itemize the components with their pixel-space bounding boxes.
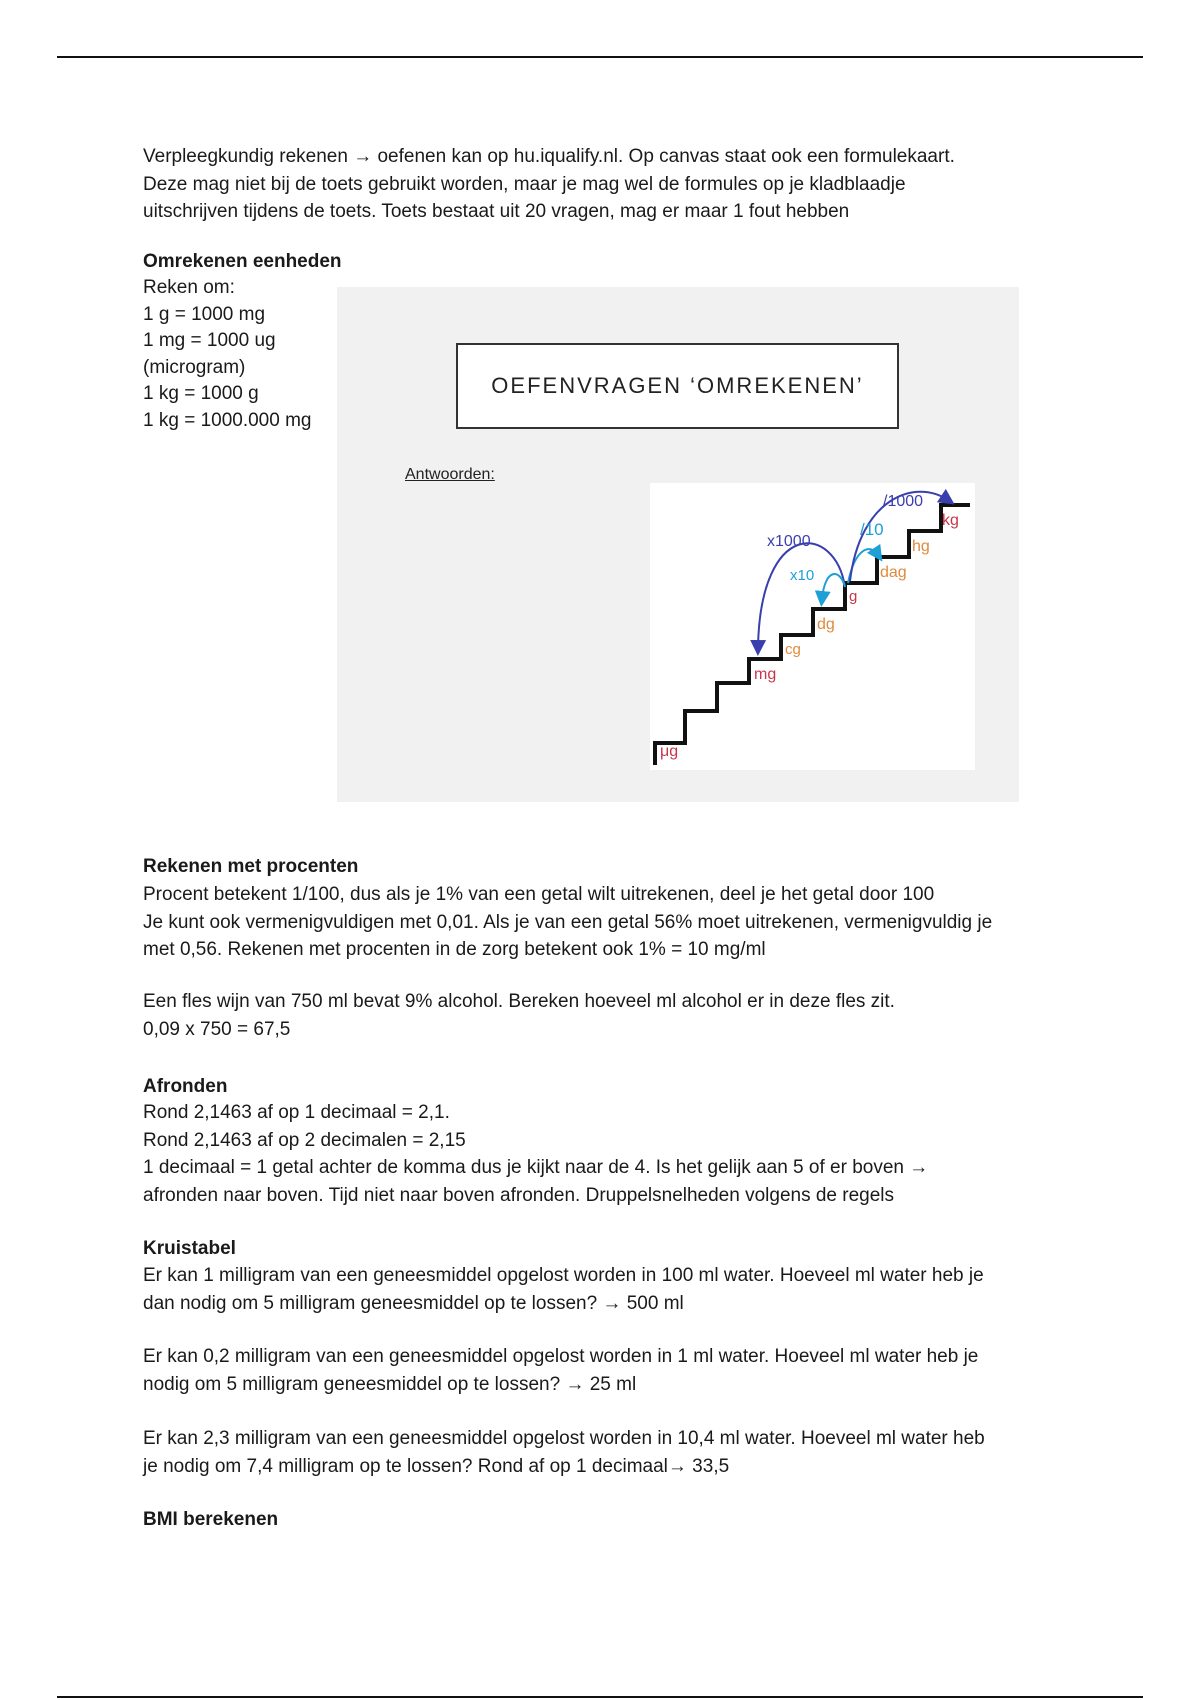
unit-label-kg: kg <box>942 512 959 529</box>
unit-label-dag: dag <box>880 564 907 581</box>
unit-label-dg: dg <box>817 616 835 633</box>
kruistabel-question-3 <box>143 1425 1073 1480</box>
kruistabel-question-1 <box>143 1262 1073 1317</box>
arrow-label-x1000: x1000 <box>767 533 811 550</box>
arrow-label-x10: x10 <box>790 567 815 584</box>
top-rule <box>57 56 1143 58</box>
afronden-line: Rond 2,1463 af op 2 decimalen = 2,15 <box>143 1129 466 1151</box>
procenten-heading: Rekenen met procenten <box>143 856 359 877</box>
afronden-line: Rond 2,1463 af op 1 decimaal = 2,1. <box>143 1102 450 1123</box>
procenten-example <box>143 988 1073 1043</box>
question-line: Er kan 2,3 milligram van een geneesmiddel opgelost worden in 10,4 ml water. Hoeveel ml water heb <box>143 1428 985 1449</box>
afronden-paragraph <box>143 1099 1073 1209</box>
question-line: nodig om 5 milligram geneesmiddel op te lossen? → 25 ml <box>143 1373 637 1395</box>
intro-line: Verpleegkundig rekenen → oefenen kan op hu.iqualify.nl. Op canvas staat ook een formulekaart. <box>143 146 955 167</box>
conversion-item: 1 mg = 1000 ug <box>143 330 276 351</box>
unit-label-mg: mg <box>754 666 777 683</box>
kruistabel-heading: Kruistabel <box>143 1238 236 1259</box>
unit-label-hg: hg <box>912 538 930 555</box>
afronden-line: 1 decimaal = 1 getal achter de komma dus je kijkt naar de 4. Is het gelijk aan 5 of er boven → <box>143 1157 929 1178</box>
conversion-item: 1 g = 1000 mg <box>143 303 266 325</box>
afronden-heading: Afronden <box>143 1076 228 1097</box>
intro-paragraph <box>143 143 1073 226</box>
question-line: Er kan 0,2 milligram van een geneesmiddel opgelost worden in 1 ml water. Hoeveel ml water heb je <box>143 1346 979 1367</box>
example-answer: 0,09 x 750 = 67,5 <box>143 1018 291 1040</box>
conversion-item: (microgram) <box>143 356 246 378</box>
procenten-line: met 0,56. Rekenen met procenten in de zorg betekent ook 1% = 10 mg/ml <box>143 939 766 960</box>
answers-label: Antwoorden: <box>405 466 495 483</box>
unit-label-ug: μg <box>660 743 679 760</box>
figure-title: OEFENVRAGEN ‘OMREKENEN’ <box>456 343 899 429</box>
conversion-item: 1 kg = 1000 g <box>143 383 259 404</box>
example-question: Een fles wijn van 750 ml bevat 9% alcohol. Bereken hoeveel ml alcohol er in deze fles zit. <box>143 991 895 1012</box>
unit-label-g: g <box>849 588 858 605</box>
bottom-rule <box>57 1696 1143 1698</box>
intro-line: Deze mag niet bij de toets gebruikt worden, maar je mag wel de formules op je kladblaadje <box>143 173 906 195</box>
arrow-label-div10: /10 <box>860 520 884 539</box>
procenten-line: Je kunt ook vermenigvuldigen met 0,01. Als je van een getal 56% moet uitrekenen, vermenigvuldig je <box>143 911 993 933</box>
bmi-heading: BMI berekenen <box>143 1509 279 1530</box>
intro-line: uitschrijven tijdens de toets. Toets bestaat uit 20 vragen, mag er maar 1 fout hebben <box>143 201 850 222</box>
conversion-item: 1 kg = 1000.000 mg <box>143 409 312 431</box>
arrow-label-div1000: /1000 <box>883 493 924 510</box>
conversion-item: Reken om: <box>143 277 235 298</box>
question-line: Er kan 1 milligram van een geneesmiddel opgelost worden in 100 ml water. Hoeveel ml water heb je <box>143 1265 984 1286</box>
unit-label-cg: cg <box>785 641 801 658</box>
question-line: dan nodig om 5 milligram geneesmiddel op te lossen? → 500 ml <box>143 1292 684 1314</box>
procenten-paragraph <box>143 881 1073 964</box>
omrekenen-heading: Omrekenen eenheden <box>143 251 342 272</box>
question-line: je nodig om 7,4 milligram op te lossen? Rond af op 1 decimaal→ 33,5 <box>143 1455 730 1477</box>
afronden-line: afronden naar boven. Tijd niet naar boven afronden. Druppelsnelheden volgens de regels <box>143 1184 895 1206</box>
conversion-list <box>143 275 333 434</box>
unit-staircase-diagram <box>650 483 975 770</box>
kruistabel-question-2 <box>143 1343 1073 1398</box>
procenten-line: Procent betekent 1/100, dus als je 1% van een getal wilt uitrekenen, deel je het getal door 100 <box>143 884 935 905</box>
